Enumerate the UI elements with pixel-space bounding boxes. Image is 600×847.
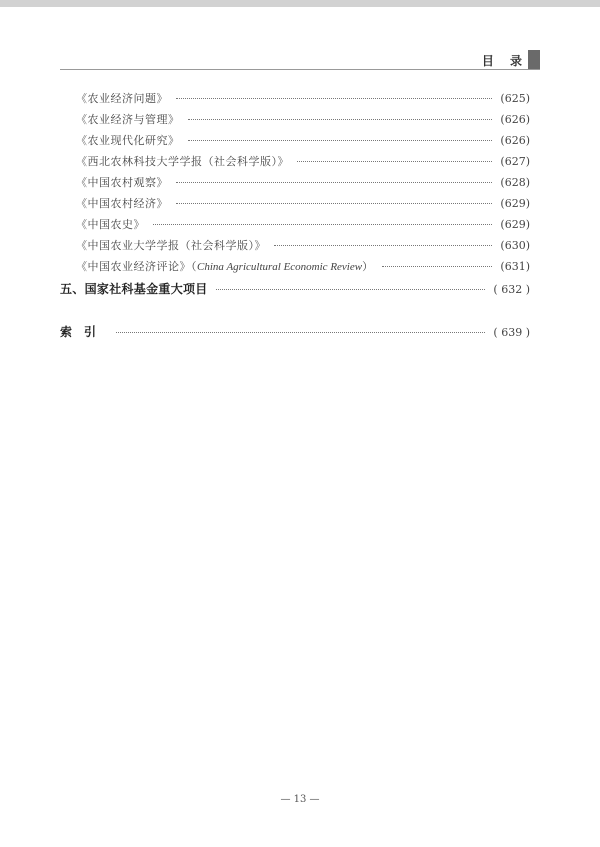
- toc-section[interactable]: [60, 280, 530, 297]
- toc-entry[interactable]: [76, 153, 530, 169]
- header-marker: [528, 50, 540, 69]
- toc-entry-title: 《中国农村经济》: [76, 197, 168, 210]
- toc-entry-title: 《农业现代化研究》: [76, 134, 180, 147]
- toc-entry[interactable]: [76, 111, 530, 127]
- top-band: [0, 0, 600, 7]
- toc-entry-title: 《中国农村观察》: [76, 176, 168, 189]
- toc-entry[interactable]: [76, 258, 530, 274]
- toc-entry-title-english: China Agricultural Economic Review: [197, 261, 363, 273]
- toc-entry-page: (630): [500, 239, 530, 252]
- toc-entry[interactable]: [76, 237, 530, 253]
- dot-leader: [188, 118, 493, 120]
- toc-section-page: ( 639 ): [493, 326, 530, 339]
- toc-entry-title: 《农业经济问题》: [76, 92, 168, 105]
- dot-leader: [176, 181, 492, 183]
- toc-entry[interactable]: [76, 216, 530, 232]
- dot-leader: [176, 202, 492, 204]
- toc-entry-page: (627): [500, 155, 530, 168]
- dot-leader: [116, 331, 485, 333]
- toc-entry[interactable]: [76, 132, 530, 148]
- toc-entry-page: (629): [500, 218, 530, 231]
- header-rule: [60, 69, 540, 70]
- dot-leader: [274, 244, 492, 246]
- toc-section[interactable]: [60, 323, 530, 340]
- toc-entry-page: (631): [500, 260, 530, 273]
- toc-entry-page: (626): [500, 113, 530, 126]
- dot-leader: [188, 139, 493, 141]
- dot-leader: [297, 160, 492, 162]
- toc-entry-title: 《农业经济与管理》: [76, 113, 180, 126]
- toc-entry[interactable]: [76, 174, 530, 190]
- toc-section-title: 索引: [60, 325, 109, 339]
- dot-leader: [216, 288, 486, 290]
- dot-leader: [176, 97, 492, 99]
- toc-section-page: ( 632 ): [493, 283, 530, 296]
- toc-entry-page: (628): [500, 176, 530, 189]
- page-number: — 13 —: [280, 794, 320, 805]
- dot-leader: [382, 265, 493, 267]
- toc-entry[interactable]: [76, 90, 530, 106]
- toc-entry-title: 《中国农业大学学报（社会科学版）》: [76, 239, 266, 252]
- toc-entry-page: (629): [500, 197, 530, 210]
- toc-entry-page: (626): [500, 134, 530, 147]
- toc-entry-title: 《西北农林科技大学学报（社会科学版）》: [76, 155, 289, 168]
- dot-leader: [153, 223, 492, 225]
- toc-entry-page: (625): [500, 92, 530, 105]
- toc-entry[interactable]: [76, 195, 530, 211]
- toc-entry-title-prefix: 《中国农业经济评论》（: [76, 260, 197, 273]
- toc-entry-title: 《中国农史》: [76, 218, 145, 231]
- toc-entry-title: [76, 258, 374, 274]
- toc-section-title: 五、国家社科基金重大项目: [60, 282, 208, 296]
- toc-entry-title-suffix: ）: [362, 260, 374, 273]
- running-header: 目 录: [481, 54, 528, 68]
